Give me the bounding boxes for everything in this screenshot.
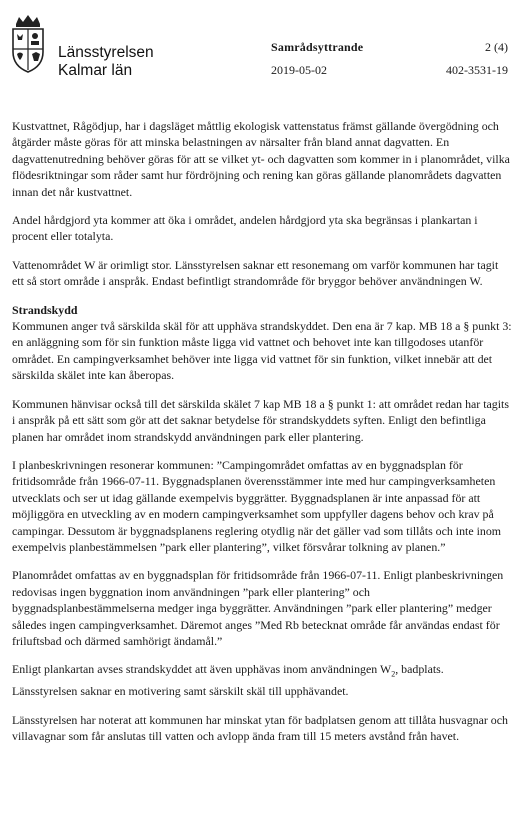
- paragraph-dagvatten: Kustvattnet, Rågödjup, har i dagsläget måttlig ekologisk vattenstatus främst gällande övergödning och åtgärder måste göras för att minska belastningen av närsalter från bland annat dagvatten. En dagvattenutredning behöver göras för att se vilket yt- och dagvatten som kommer in i planområdet, vilka flödesriktningar som råder samt hur fördröjning och rening kan göras gällande planområdets dagvatten innan det når kustvattnet.: [12, 119, 510, 199]
- paragraph-badplats: [12, 661, 512, 699]
- reference-number: 402-3531-19: [446, 63, 508, 77]
- paragraph-sarskilda-skal: Kommunen anger två särskilda skäl för att upphäva strandskyddet. Den ena är 7 kap. MB 18 a § punkt 3: en anläggning som för sin funktion måste ligga vid vattnet och behovet inte kan tillgodoses utanför området. En campingverksamhet behöver inte ligga vid vattnet för sin funktion, vilket innebär att det särskilda skälet inte kan åberopas.: [12, 319, 512, 383]
- org-line-1: Länsstyrelsen: [58, 44, 154, 61]
- paragraph-hardgjord-yta: Andel hårdgjord yta kommer att öka i området, andelen hårdgjord yta ska begränsas i plankartan i procent eller totalyta.: [12, 213, 478, 244]
- organization-name: [58, 44, 154, 80]
- coat-of-arms-logo: [10, 14, 46, 74]
- badplats-text: Enligt plankartan avses strandskyddet att även upphävas inom användningen W: [12, 662, 392, 677]
- paragraph-vattenomrade: Vattenområdet W är orimligt stor. Länsstyrelsen saknar ett resonemang om varför kommunen har tagit ett så stort område i anspråk. Endast befintligt strandområde för bryggor behöver användningen W.: [12, 257, 499, 289]
- paragraph-byggnadsplan: Planområdet omfattas av en byggnadsplan för fritidsområde från 1966-07-11. Enligt planbeskrivningen redovisas ingen byggnation inom användningen ”park eller plantering” och byggnadsplanbestämmelserna medger inga byggrätter. Användningen ”park eller plantering” medger således ingen campingverksamhet. Däremot anges ”Med Rb betecknat område får användas endast för friluftsbad och därmed samhörigt ändamål.”: [12, 568, 504, 648]
- document-body: [12, 118, 512, 756]
- org-line-2: Kalmar län: [58, 62, 133, 79]
- document-header: [0, 0, 520, 90]
- paragraph-husvagnar: Länsstyrelsen har noterat att kommunen har minskat ytan för badplatsen genom att tillåta husvagnar och villavagnar som får anslutas till vatten och avlopp ända fram till 15 meters avstånd från havet.: [12, 712, 508, 743]
- section-heading-strandskydd: Strandskydd: [12, 302, 78, 317]
- paragraph-planbeskrivning-citat: I planbeskrivningen resonerar kommunen: ”Campingområdet omfattas av en byggnadsplan för fritidsområde från 1966-07-11. Byggnadsplanen överensstämmer inte med hur campingverksamheten utvecklats och ser ut idag gällande exempelvis byggrätter. Byggnadsplanen är inte anpassad för att möjliggöra en utveckling av en modern campingverksamhet som uppfyller dagens behov och krav på campingar. Dessutom är byggnadsplanens reglering otydlig när det gäller vad som tillåts och inte inom exempelvis planbestämmelsen ”park eller plantering”, vilket försvårar tolkning av planen.”: [12, 457, 502, 554]
- badplats-text-rest: , badplats. Länsstyrelsen saknar en motivering samt särskilt skäl till upphävandet.: [12, 662, 444, 699]
- subscript: 2: [391, 669, 396, 679]
- document-type: Samrådsyttrande: [271, 40, 364, 54]
- paragraph-hanvisning: Kommunen hänvisar också till det särskilda skälet 7 kap MB 18 a § punkt 1: att området redan har tagits i anspråk på ett sätt som gör att det saknar betydelse för strandskyddets syften. Enligt den befintliga planen har området inom strandskydd användningen park eller plantering.: [12, 396, 509, 444]
- page-number: 2 (4): [485, 40, 508, 54]
- document-date: 2019-05-02: [271, 63, 327, 77]
